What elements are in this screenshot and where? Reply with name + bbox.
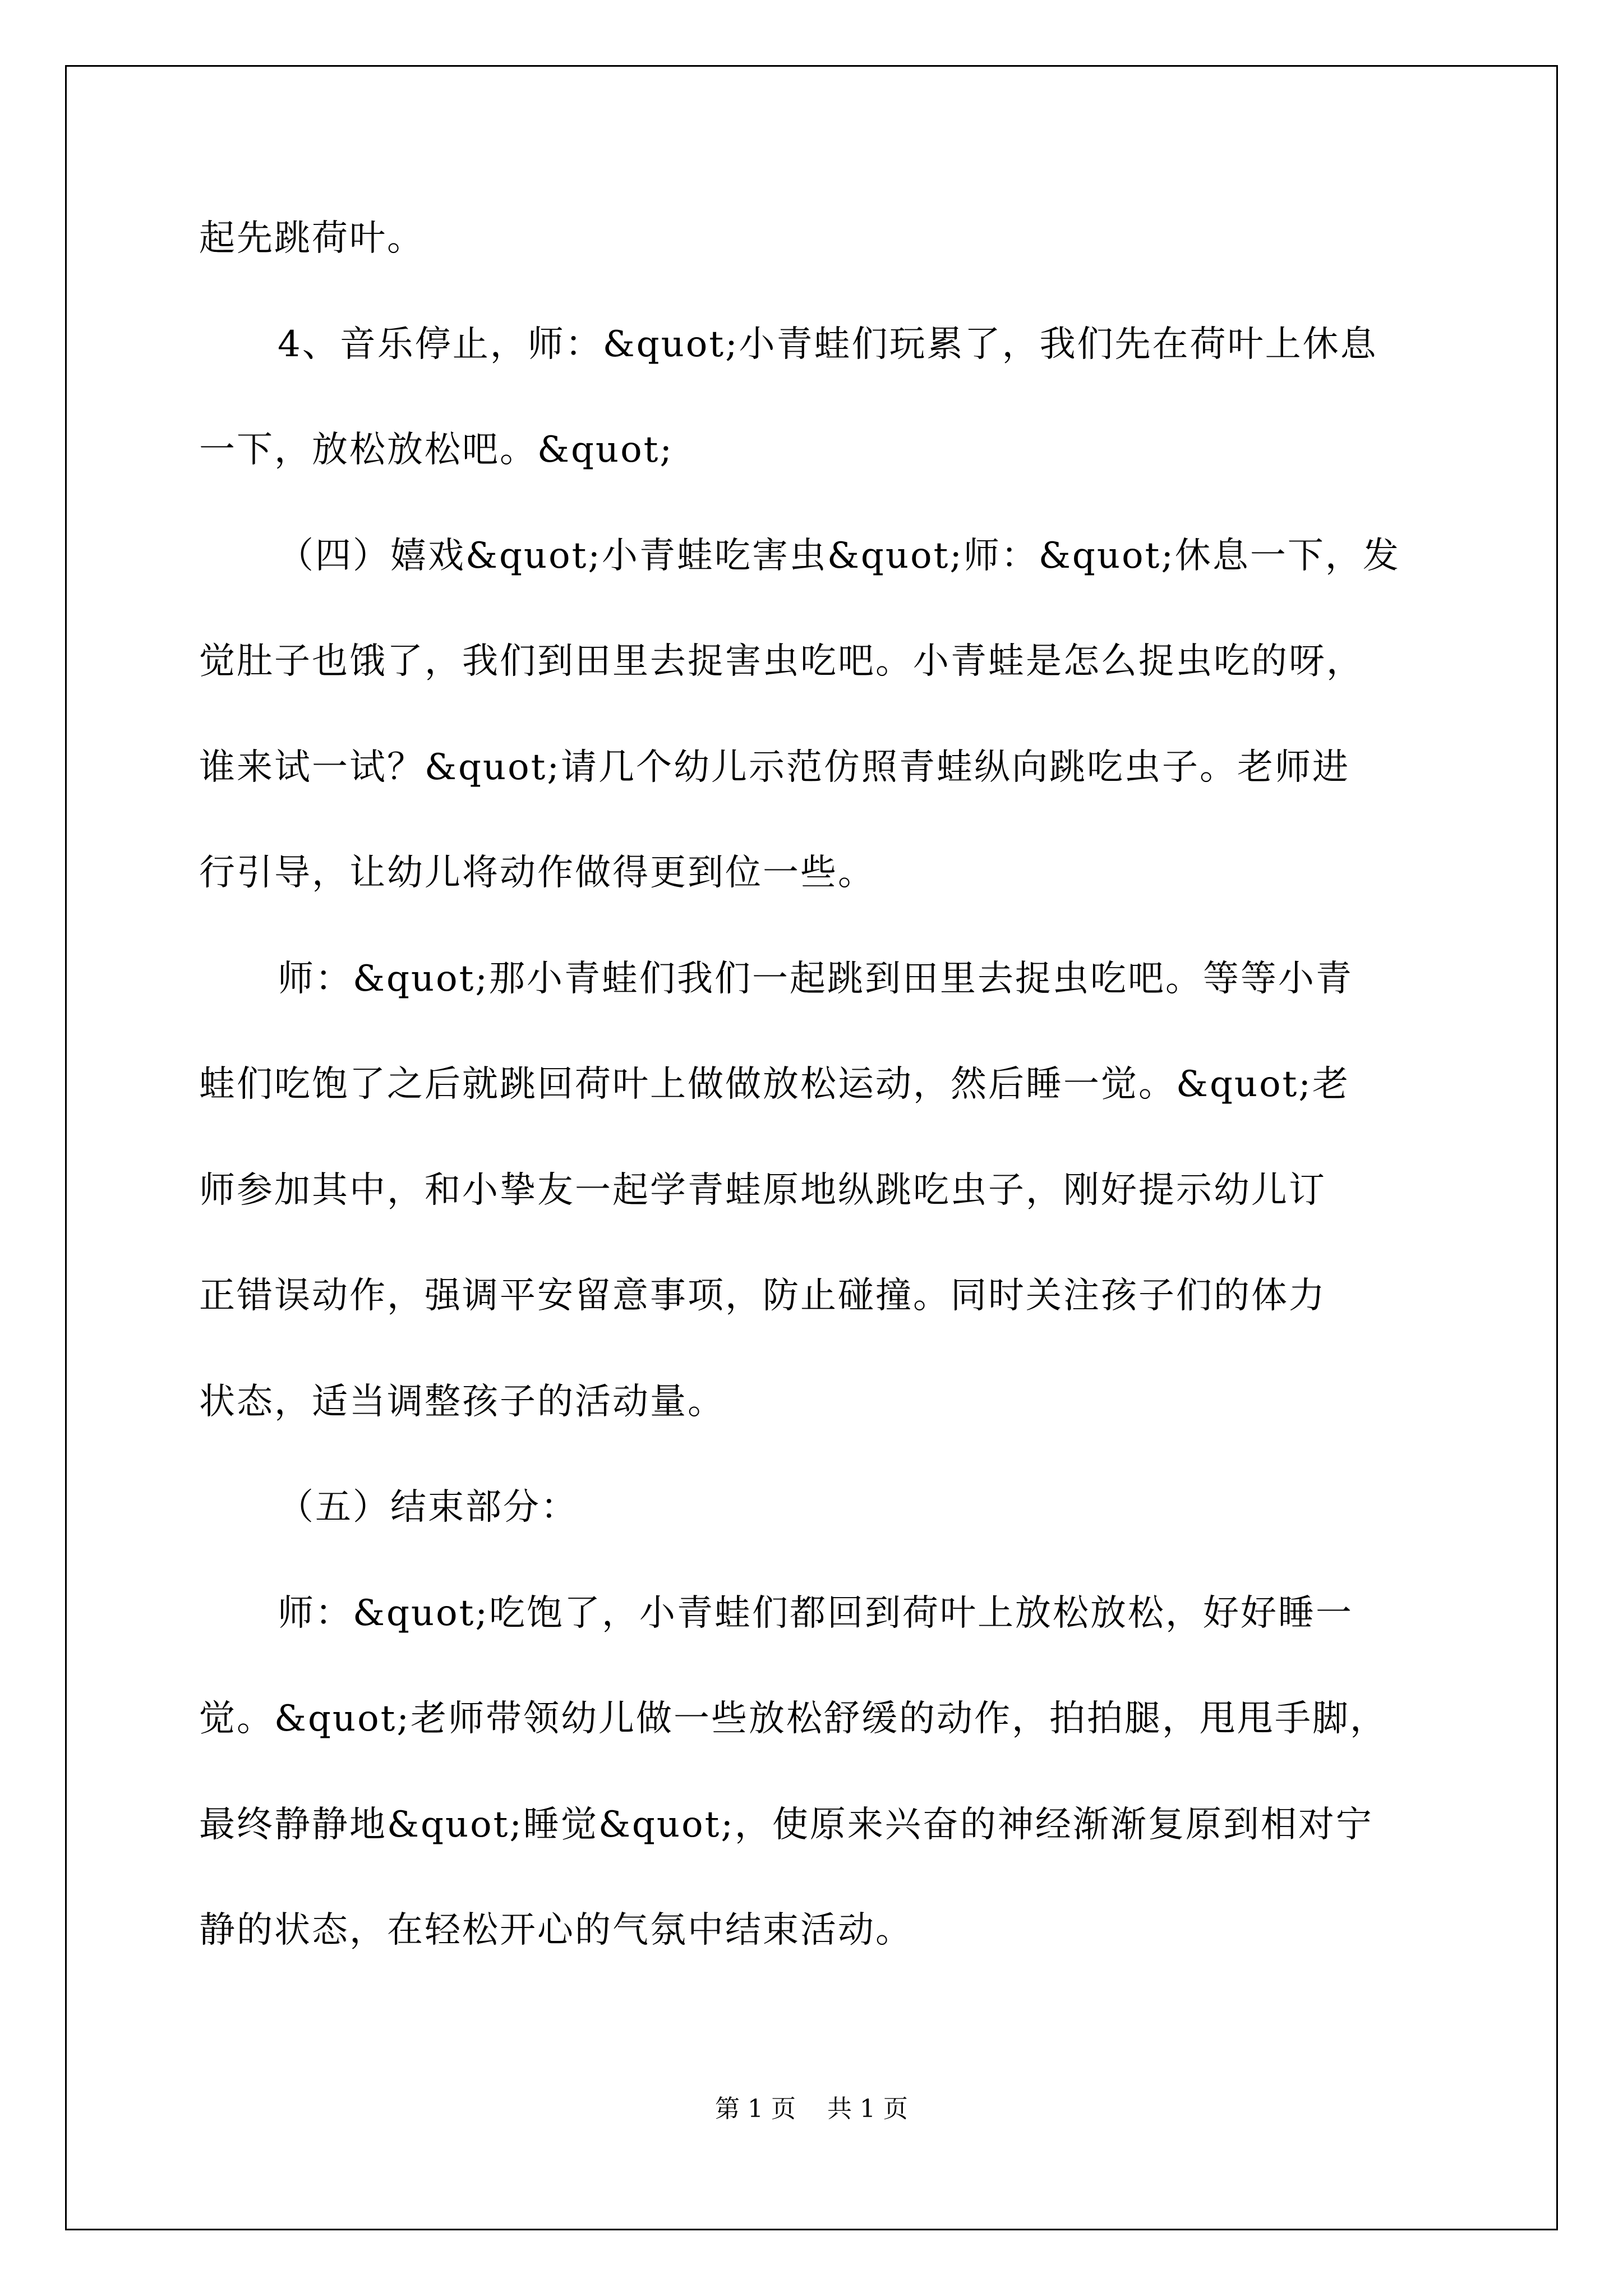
text-line: 静的状态，在轻松开心的气氛中结束活动。	[199, 1910, 913, 1951]
text-line: 蛙们吃饱了之后就跳回荷叶上做做放松运动，然后睡一觉。&quot;老	[199, 1064, 1350, 1105]
page-footer: 第 1 页 共 1 页	[715, 2095, 908, 2123]
text-line: （四）嬉戏&quot;小青蛙吃害虫&quot;师：&quot;休息一下，发	[278, 535, 1400, 577]
text-line: 觉肚子也饿了，我们到田里去捉害虫吃吧。小青蛙是怎么捉虫吃的呀，	[199, 641, 1364, 682]
text-line: 行引导，让幼儿将动作做得更到位一些。	[199, 852, 875, 894]
text-line: 正错误动作，强调平安留意事项，防止碰撞。同时关注孩子们的体力	[199, 1275, 1326, 1317]
text-line: 一下，放松放松吧。&quot;	[199, 429, 674, 471]
page-border	[65, 65, 1558, 2230]
text-line: （五）结束部分：	[278, 1487, 578, 1528]
text-line: 师参加其中，和小挚友一起学青蛙原地纵跳吃虫子，刚好提示幼儿订	[199, 1170, 1326, 1211]
text-line: 师：&quot;吃饱了，小青蛙们都回到荷叶上放松放松，好好睡一	[278, 1593, 1353, 1634]
text-line: 师：&quot;那小青蛙们我们一起跳到田里去捉虫吃吧。等等小青	[278, 958, 1353, 1000]
text-line: 状态，适当调整孩子的活动量。	[199, 1381, 725, 1423]
text-line: 最终静静地&quot;睡觉&quot;，使原来兴奋的神经渐渐复原到相对宁	[199, 1804, 1373, 1846]
text-line: 觉。&quot;老师带领幼儿做一些放松舒缓的动作，拍拍腿，甩甩手脚，	[199, 1698, 1387, 1740]
text-line: 4、音乐停止，师：&quot;小青蛙们玩累了，我们先在荷叶上休息	[278, 324, 1378, 365]
text-line: 起先跳荷叶。	[199, 218, 425, 259]
text-line: 谁来试一试？&quot;请几个幼儿示范仿照青蛙纵向跳吃虫子。老师进	[199, 747, 1350, 788]
